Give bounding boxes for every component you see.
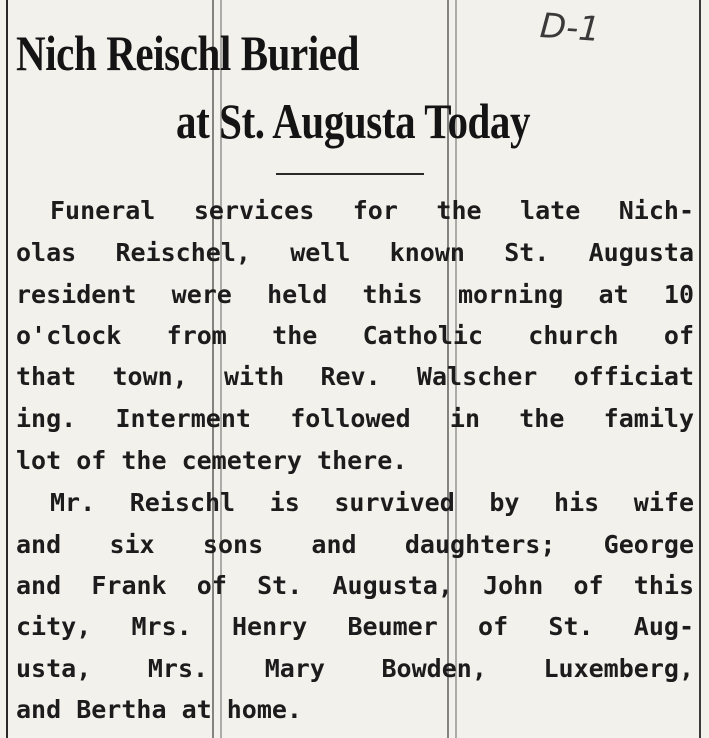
paragraph-1-line: lot of the cemetery there. [16,446,408,475]
paragraph-1-line: ing. Interment followed in the family [16,404,694,433]
paragraph-1-line: o'clock from the Catholic church of [16,321,694,350]
paragraph-2-line: Mr. Reischl is survived by his wife [50,488,694,517]
paragraph-2-line: city, Mrs. Henry Beumer of St. Aug- [16,612,694,641]
paragraph-1-line: olas Reischel, well known St. Augusta [16,238,694,267]
handwritten-annotation: D-1 [538,5,602,51]
paragraph-1-line: that town, with Rev. Walscher officiat [16,362,694,391]
paragraph-2-line: and Bertha at home. [16,695,302,724]
scan-edge-left [6,0,8,738]
headline-line-2: at St. Augusta Today [176,93,531,149]
paragraph-1-line: Funeral services for the late Nich- [50,196,694,225]
scan-edge-right [699,0,701,738]
headline-line-1: Nich Reischl Buried [16,25,360,81]
paragraph-1-line: resident were held this morning at 10 [16,280,694,309]
paragraph-2-line: usta, Mrs. Mary Bowden, Luxemberg, [16,654,694,683]
paragraph-2-line: and six sons and daughters; George [16,530,694,559]
paragraph-2-line: and Frank of St. Augusta, John of this [16,571,694,600]
headline-divider [276,173,424,175]
